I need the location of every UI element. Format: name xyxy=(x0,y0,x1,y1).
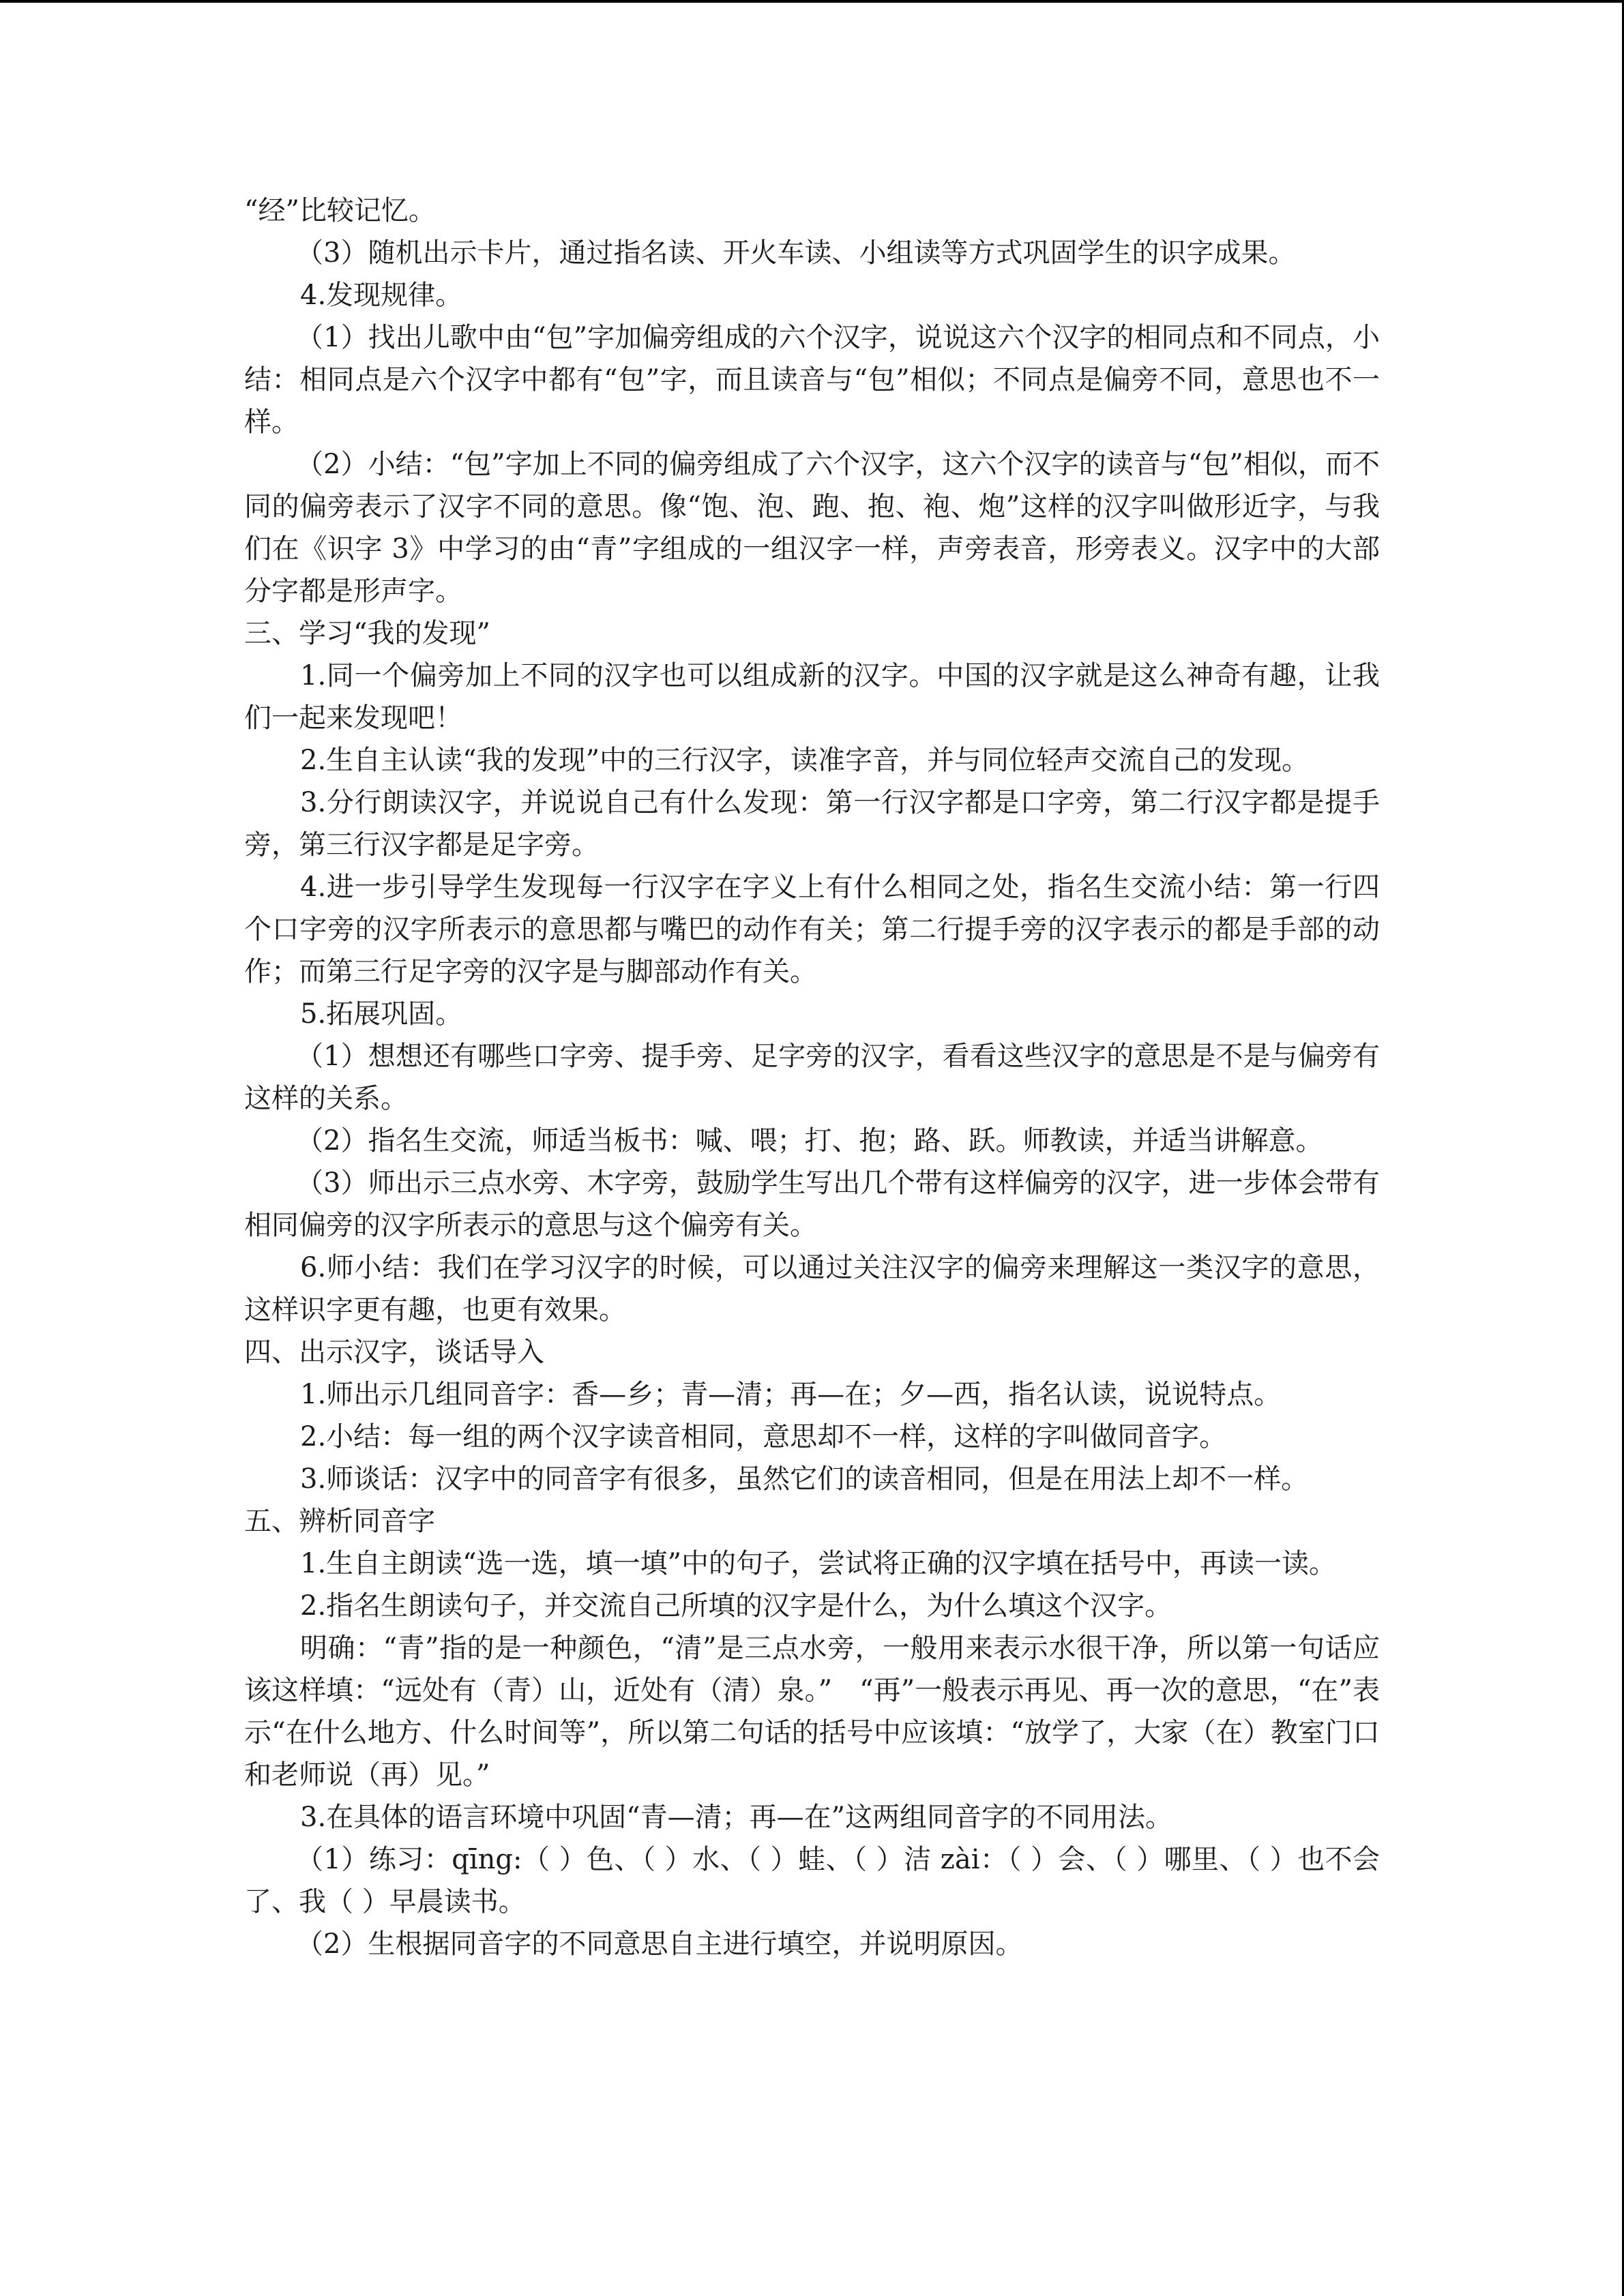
paragraph-clarify: 明确：“青”指的是一种颜色，“清”是三点水旁，一般用来表示水很干净，所以第一句话应该这样填：“远处有（青）山，近处有（清）泉。” “再”一般表示再见、再一次的意思，“在”表示“在什么地方、什么时间等”，所以第二句话的括号中应该填：“放学了，大家（在）教室门口和老师说（再）见。” xyxy=(244,1632,1380,1791)
paragraph-extend-3: （3）师出示三点水旁、木字旁，鼓励学生写出几个带有这样偏旁的汉字，进一步体会带有相同偏旁的汉字所表示的意思与这个偏旁有关。 xyxy=(244,1167,1380,1241)
paragraph-extend-2: （2）指名生交流，师适当板书：喊、喂；打、抱；路、跃。师教读，并适当讲解意。 xyxy=(296,1125,1323,1157)
paragraph-homophones-summary: 2.小结：每一组的两个汉字读音相同，意思却不一样，这样的字叫做同音字。 xyxy=(300,1421,1227,1452)
paragraph-share-answers: 2.指名生朗读句子，并交流自己所填的汉字是什么，为什么填这个汉字。 xyxy=(300,1590,1172,1622)
paragraph-extend: 5.拓展巩固。 xyxy=(300,998,463,1030)
paragraph-extend-1: （1）想想还有哪些口字旁、提手旁、足字旁的汉字，看看这些汉字的意思是不是与偏旁有这样的关系。 xyxy=(244,1041,1380,1114)
paragraph-homophones-show: 1.师出示几组同音字：香—乡；青—清；再—在；夕—西，指名认读，说说特点。 xyxy=(300,1379,1282,1410)
paragraph-continuation: “经”比较记忆。 xyxy=(244,195,436,226)
paragraph-find-characters: （1）找出儿歌中由“包”字加偏旁组成的六个汉字，说说这六个汉字的相同点和不同点，小结：相同点是六个汉字中都有“包”字，而且读音与“包”相似；不同点是偏旁不同，意思也不一样。 xyxy=(244,322,1380,438)
paragraph-guide-meaning: 4.进一步引导学生发现每一行汉字在字义上有什么相同之处，指名生交流小结：第一行四个口字旁的汉字所表示的意思都与嘴巴的动作有关；第二行提手旁的汉字表示的都是手部的动作；而第三行足字旁的汉字是与脚部动作有关。 xyxy=(244,871,1380,987)
paragraph-read-rows: 3.分行朗读汉字，并说说自己有什么发现：第一行汉字都是口字旁，第二行汉字都是提手旁，第三行汉字都是足字旁。 xyxy=(244,787,1380,861)
top-border xyxy=(0,0,1624,3)
section-heading-3: 三、学习“我的发现” xyxy=(244,618,490,649)
paragraph-consolidate: 3.在具体的语言环境中巩固“青—清；再—在”这两组同音字的不同用法。 xyxy=(300,1802,1173,1833)
paragraph-step-3: （3）随机出示卡片，通过指名读、开火车读、小组读等方式巩固学生的识字成果。 xyxy=(296,237,1296,269)
paragraph-exercise: （1）练习：qīng:（ ）色、（ ）水、（ ）蛙、（ ）洁 zài：（ ）会、（ ）哪里、（ ）也不会了、我（ ）早晨读书。 xyxy=(244,1844,1380,1918)
paragraph-summary-bao: （2）小结：“包”字加上不同的偏旁组成了六个汉字，这六个汉字的读音与“包”相似，而不同的偏旁表示了汉字不同的意思。像“饱、泡、跑、抱、袍、炮”这样的汉字叫做形近字，与我们在《识字 3》中学习的由“青”字组成的一组汉字一样，声旁表音，形旁表义。汉字中的大部分字都是形声字。 xyxy=(244,449,1380,607)
paragraph-self-read: 2.生自主认读“我的发现”中的三行汉字，读准字音，并与同位轻声交流自己的发现。 xyxy=(300,745,1310,776)
paragraph-fill-reason: （2）生根据同音字的不同意思自主进行填空，并说明原因。 xyxy=(296,1928,1023,1960)
section-heading-5: 五、辨析同音字 xyxy=(244,1506,435,1537)
paragraph-teacher-talk: 3.师谈话：汉字中的同音字有很多，虽然它们的读音相同，但是在用法上却不一样。 xyxy=(300,1463,1309,1495)
document-body xyxy=(244,190,1380,1965)
paragraph-fill-blanks: 1.生自主朗读“选一选，填一填”中的句子，尝试将正确的汉字填在括号中，再读一读。 xyxy=(300,1548,1337,1579)
paragraph-radical-intro: 1.同一个偏旁加上不同的汉字也可以组成新的汉字。中国的汉字就是这么神奇有趣，让我们一起来发现吧！ xyxy=(244,660,1380,734)
paragraph-teacher-summary: 6.师小结：我们在学习汉字的时候，可以通过关注汉字的偏旁来理解这一类汉字的意思，这样识字更有趣，也更有效果。 xyxy=(244,1252,1380,1326)
paragraph-discover-rules: 4.发现规律。 xyxy=(300,280,463,311)
section-heading-4: 四、出示汉字，谈话导入 xyxy=(244,1337,544,1368)
